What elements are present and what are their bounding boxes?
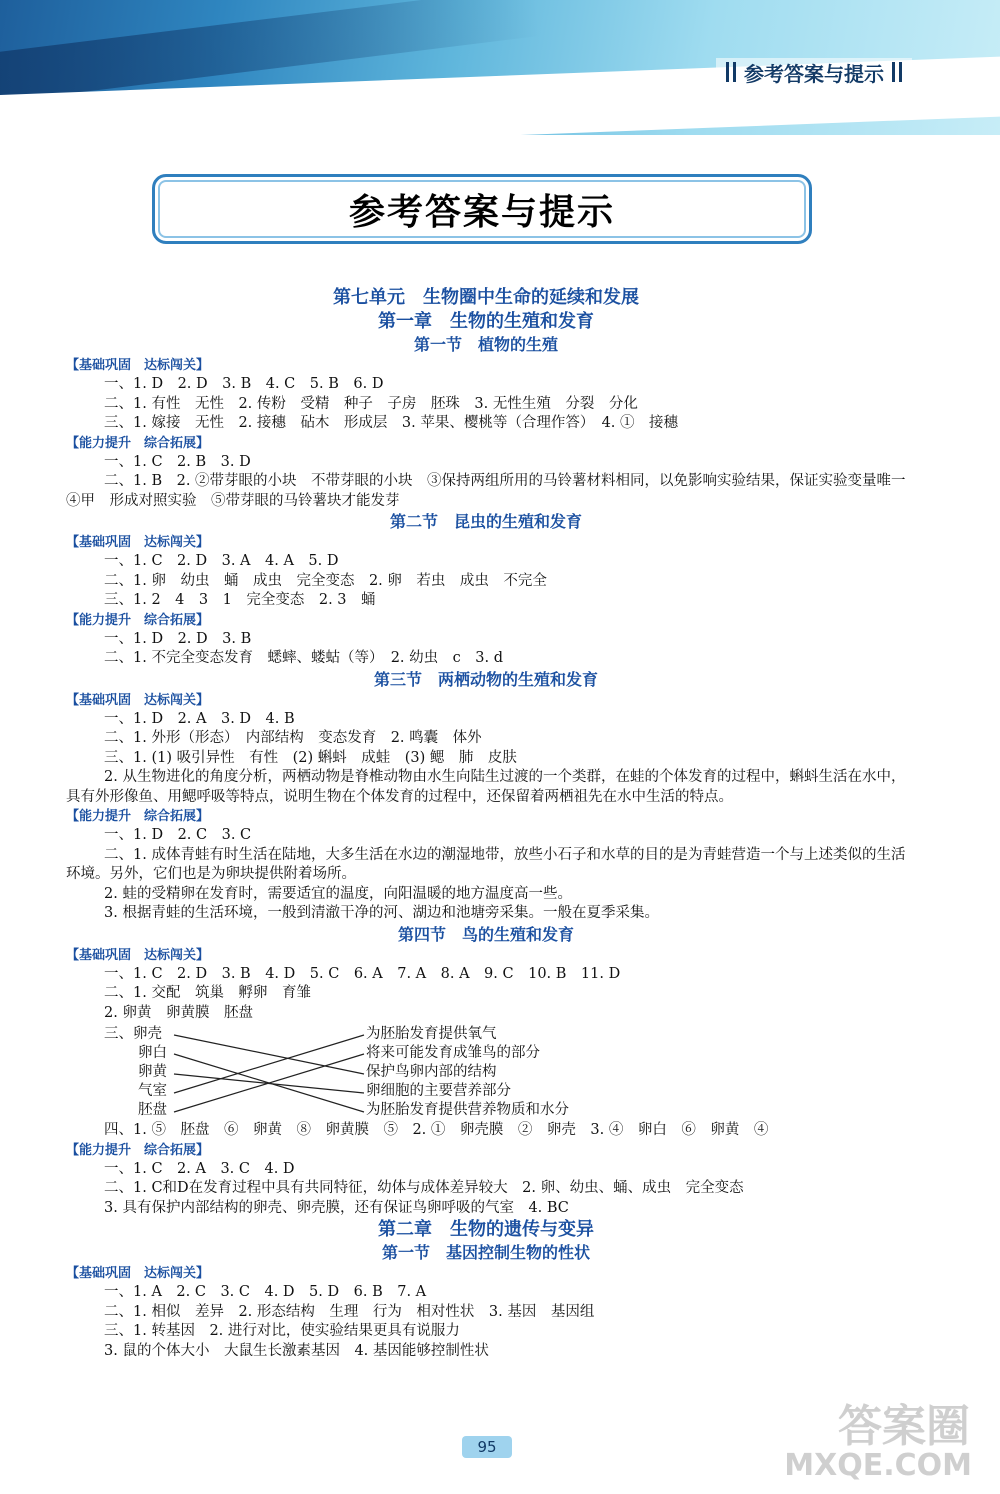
page-title-box [152,174,812,244]
answer-line: 一、1. C 2. D 3. A 4. A 5. D [104,553,339,569]
answer-line: 三、1. 2 4 3 1 完全变态 2. 3 蛹 [104,592,376,608]
match-left-item: 三、卵壳 [104,1026,162,1042]
answer-line: 一、1. D 2. C 3. C [104,827,252,843]
answer-line: 三、1. (1) 吸引异性 有性 (2) 蝌蚪 成蛙 (3) 鳃 肺 皮肤 [104,749,517,766]
answer-line: 二、1. 卵 幼虫 蛹 成虫 完全变态 2. 卵 若虫 成虫 不完全 [104,572,547,589]
chapter-heading: 第一章 生物的生殖和发育 [378,311,594,332]
section-heading: 第一节 植物的生殖 [413,335,558,354]
match-line [174,1035,364,1093]
egg-structure-matching [66,1025,906,1121]
answer-line: 一、1. D 2. D 3. B [104,630,252,647]
bar-icon [733,62,736,82]
answer-line: 二、1. C和D在发育过程中具有共同特征，幼体与成体差异较大 2. 卵、幼虫、蛹、成虫 完全变态 [104,1180,744,1196]
section-tag: 【基础巩固 达标闯关】 [66,1266,210,1281]
watermark-top: 答案圈 [838,1401,970,1452]
answer-content [66,286,921,1361]
section-tag: 【基础巩固 达标闯关】 [66,358,210,373]
answer-line: 3. 具有保护内部结构的卵壳、卵壳膜，还有保证鸟卵呼吸的气室 4. BC [104,1199,569,1216]
answer-line: 三、1. 嫁接 无性 2. 接穗 砧木 形成层 3. 苹果、樱桃等（合理作答） 4. ① 接穗 [104,415,679,431]
watermark-bottom: MXQE.COM [784,1448,972,1483]
answer-line: 二、1. 外形（形态） 内部结构 变态发育 2. 鸣囊 体外 [104,730,482,746]
answer-line: 二、1. 不完全变态发育 蟋蟀、蝼蛄（等） 2. 幼虫 c 3. d [104,650,503,666]
answer-line: 二、1. 交配 筑巢 孵卵 育雏 [104,985,311,1001]
page-title: 参考答案与提示 [348,191,615,233]
bar-icon [726,62,729,82]
section-tag: 【能力提升 综合拓展】 [66,809,210,824]
answer-line: 一、1. D 2. D 3. B 4. C 5. B 6. D [104,376,384,392]
bar-icon [899,62,902,82]
page-number: 95 [462,1436,512,1458]
section-tag: 【能力提升 综合拓展】 [66,435,210,451]
section-tag: 【能力提升 综合拓展】 [66,612,210,628]
header-label-text: 参考答案与提示 [744,61,884,86]
answer-line: 三、1. 转基因 2. 进行对比，使实验结果更具有说服力 [104,1323,460,1339]
answer-line: 一、1. C 2. D 3. B 4. D 5. C 6. A 7. A 8. A 9. C 10. B 11. D [104,965,621,982]
section-tag: 【基础巩固 达标闯关】 [66,947,210,963]
answer-paragraph: 2. 从生物进化的角度分析，两栖动物是脊椎动物由水生向陆生过渡的一个类群，在蛙的个体发育的过程中，蝌蚪生活在水中，具有外形像鱼、用鳃呼吸等特点，说明生物在个体发育的过程中，还保留着两栖祖先在水中生活的特点。 [66,769,906,805]
answer-line: 四、1. ⑤ 胚盘 ⑥ 卵黄 ⑧ 卵黄膜 ⑤ 2. ① 卵壳膜 ② 卵壳 3. ④ 卵白 ⑥ 卵黄 ④ [104,1122,769,1138]
section-heading: 第三节 两栖动物的生殖和发育 [373,669,598,689]
match-left-item: 卵黄 [138,1064,167,1080]
answer-line: 二、1. 有性 无性 2. 传粉 受精 种子 子房 胚珠 3. 无性生殖 分裂 分化 [104,395,638,412]
unit-heading: 第七单元 生物圈中生命的延续和发展 [333,287,639,308]
answer-line: 二、1. 相似 差异 2. 形态结构 生理 行为 相对性状 3. 基因 基因组 [104,1303,595,1320]
match-left-item: 胚盘 [138,1102,167,1118]
match-line [174,1035,364,1074]
header-label [716,58,912,86]
bar-icon [892,62,895,82]
answer-paragraph: 2. 蛙的受精卵在发育时，需要适宜的温度，向阳温暖的地方温度高一些。 [104,885,572,902]
chapter-heading: 第二章 生物的遗传与变异 [378,1219,594,1240]
watermark [784,1390,980,1490]
answer-line: 一、1. D 2. A 3. D 4. B [104,710,295,727]
section-heading: 第一节 基因控制生物的性状 [381,1243,590,1262]
answer-line: 3. 鼠的个体大小 大鼠生长激素基因 4. 基因能够控制性状 [104,1342,489,1359]
section-tag: 【基础巩固 达标闯关】 [66,535,210,550]
section-tag: 【基础巩固 达标闯关】 [66,692,210,708]
answer-line: 2. 卵黄 卵黄膜 胚盘 [104,1004,253,1021]
match-right-item: 为胚胎发育提供营养物质和水分 [366,1102,569,1118]
match-left-item: 气室 [138,1083,167,1099]
answer-paragraph: 3. 根据青蛙的生活环境，一般到清澈干净的河、湖边和池塘旁采集。一般在夏季采集。 [104,905,659,921]
section-tag: 【能力提升 综合拓展】 [66,1142,210,1158]
answer-line: 一、1. C 2. A 3. C 4. D [104,1160,295,1177]
match-right-item: 为胚胎发育提供氧气 [366,1026,497,1042]
section-heading: 第四节 鸟的生殖和发育 [397,924,574,944]
match-left-item: 卵白 [138,1045,167,1061]
answer-paragraph: 二、1. B 2. ②带芽眼的小块 不带芽眼的小块 ③保持两组所用的马铃薯材料相同，以免影响实验结果，保证实验变量唯一 ④甲 形成对照实验 ⑤带芽眼的马铃薯块才能发芽 [66,473,921,509]
match-right-item: 将来可能发育成雏鸟的部分 [366,1045,540,1061]
answer-line: 一、1. C 2. B 3. D [104,453,251,470]
answer-line: 一、1. A 2. C 3. C 4. D 5. D 6. B 7. A [104,1284,427,1300]
match-right-item: 卵细胞的主要营养部分 [366,1083,511,1099]
answer-paragraph: 二、1. 成体青蛙有时生活在陆地，大多生活在水边的潮湿地带，放些小石子和水草的目的是为青蛙营造一个与上述类似的生活环境。另外，它们也是为卵块提供附着场所。 [66,846,906,882]
match-right-item: 保护鸟卵内部的结构 [366,1064,497,1080]
section-heading: 第二节 昆虫的生殖和发育 [389,512,582,531]
